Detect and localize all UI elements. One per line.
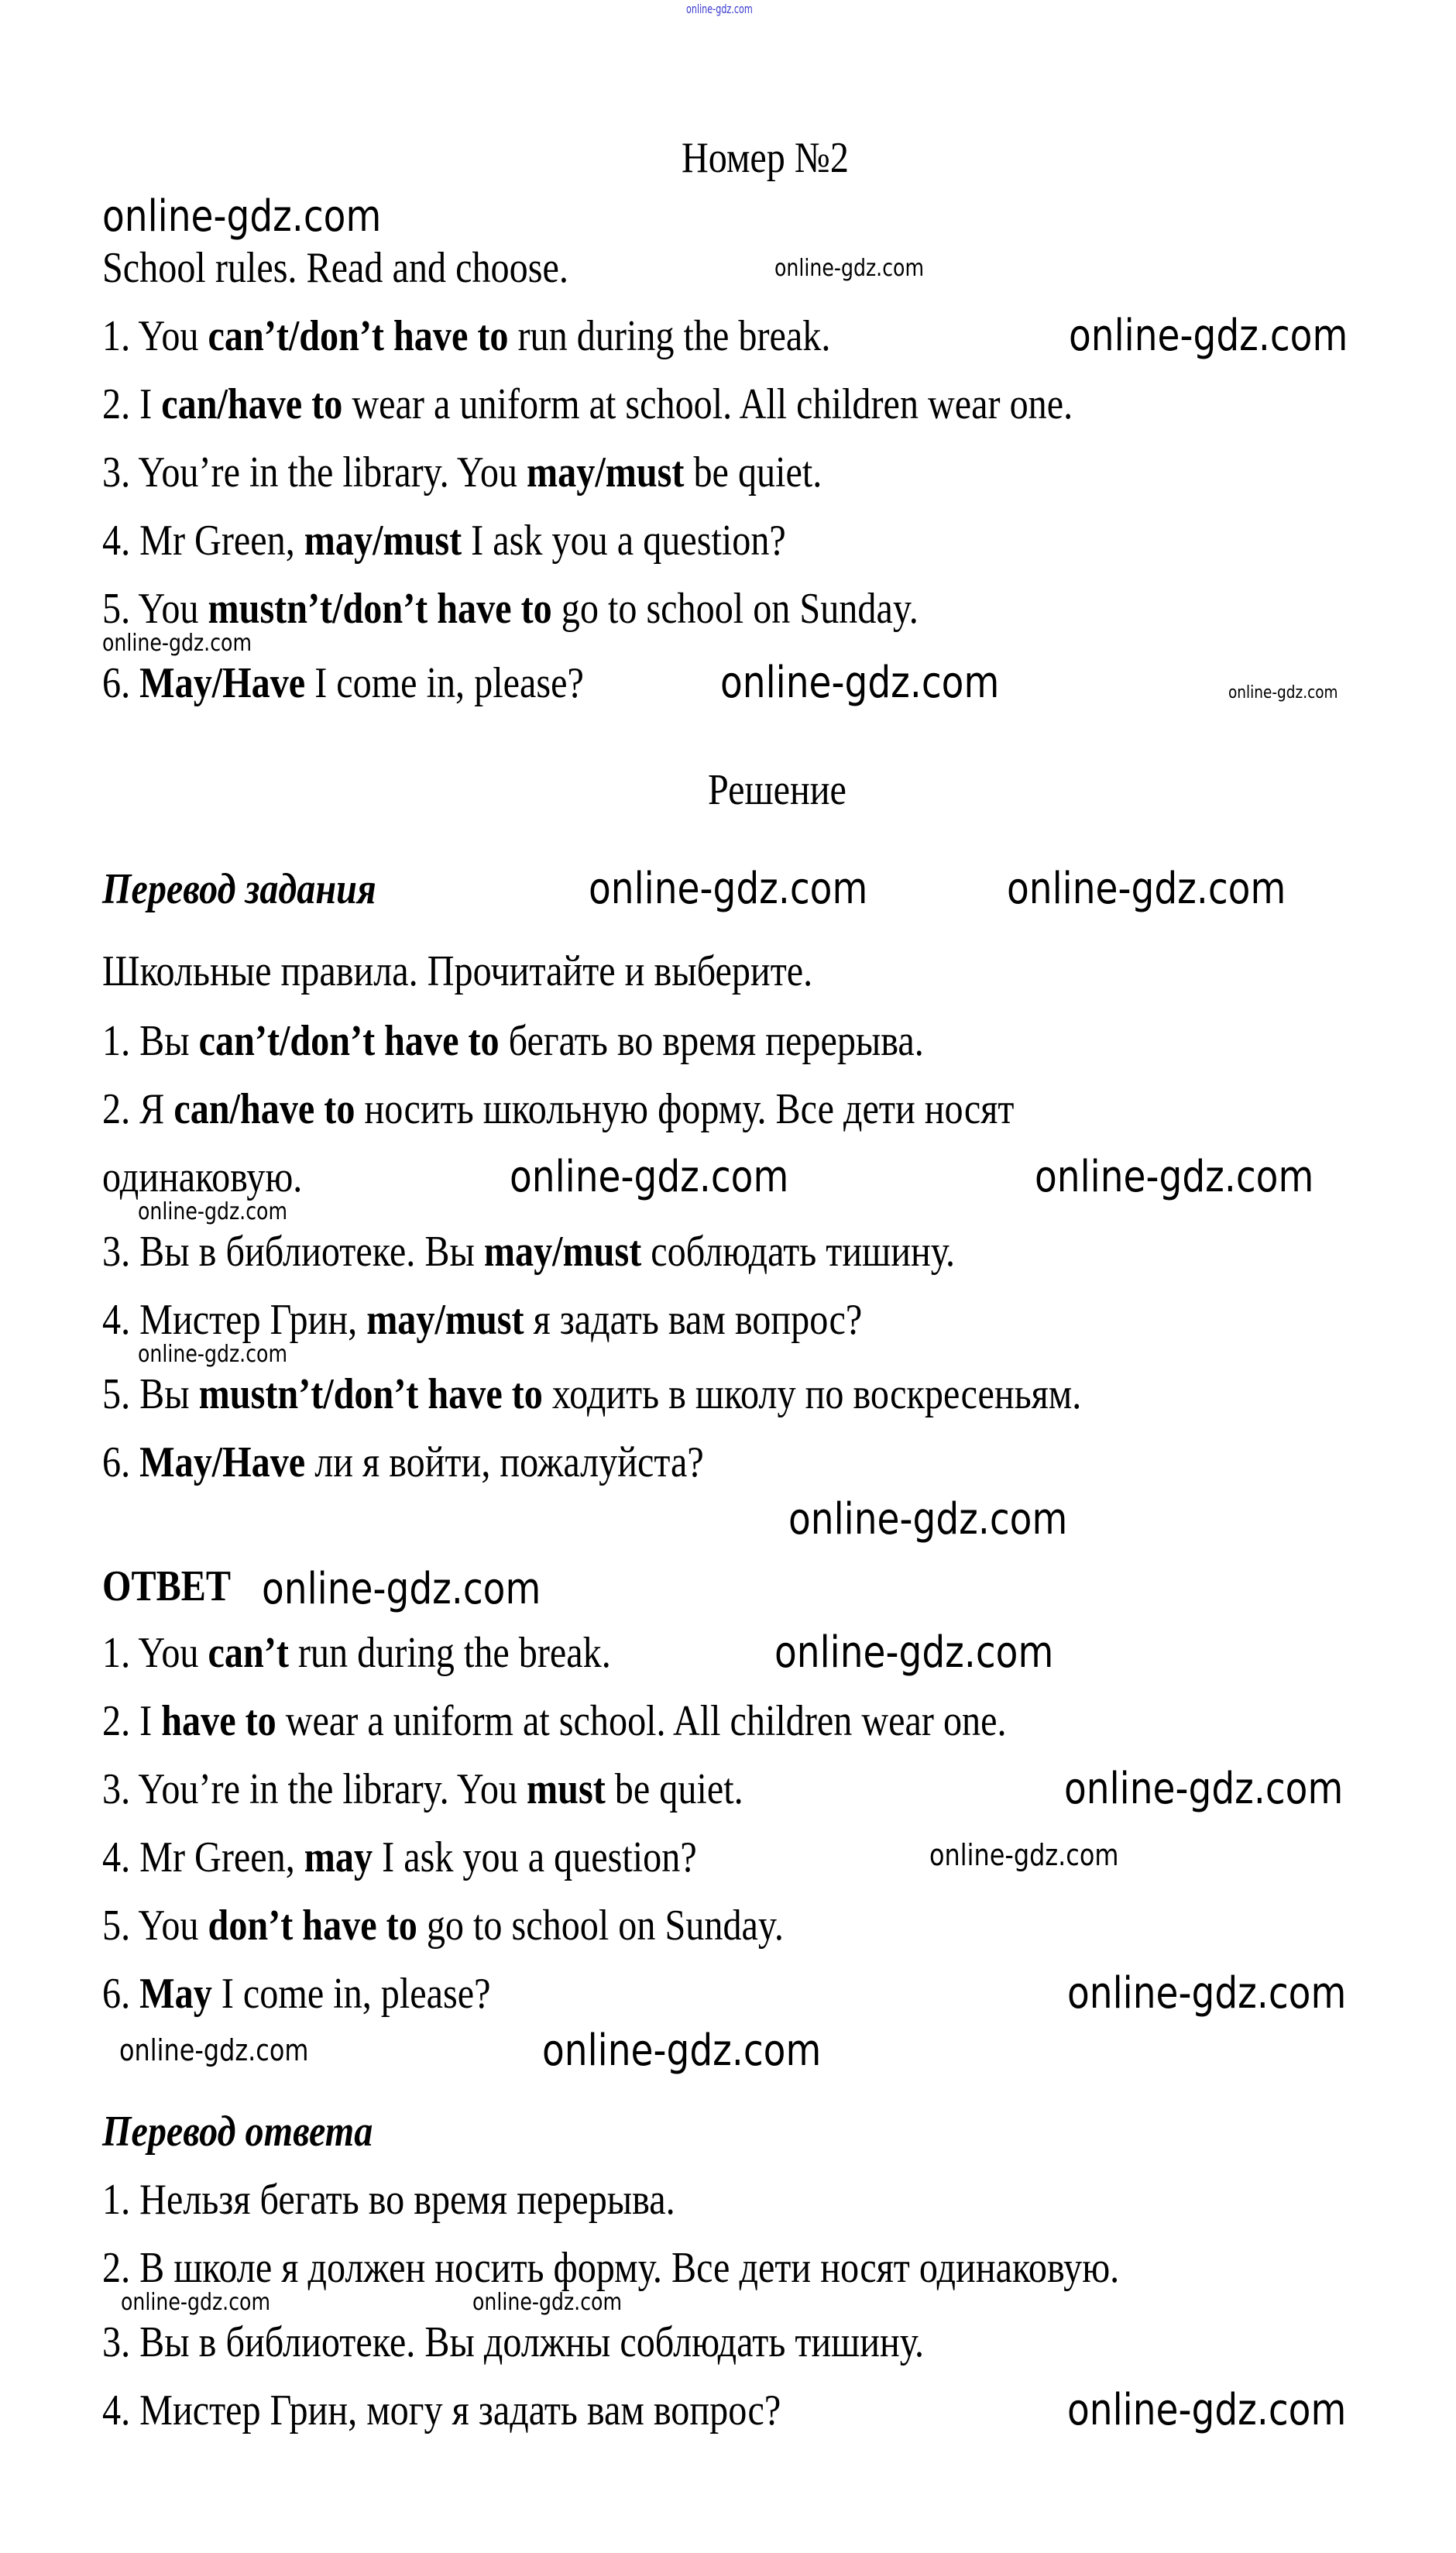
item-text: бегать во время перерыва. — [499, 1017, 924, 1065]
item-text: Вы — [139, 1370, 199, 1418]
watermark: online-gdz.com — [138, 1198, 288, 1225]
item-number: 1. — [102, 2176, 131, 2224]
item-text: I ask you a question? — [373, 1833, 697, 1881]
watermark: online-gdz.com — [542, 2026, 822, 2076]
solution-title: Решение — [708, 766, 846, 814]
item-choice: can/have to — [161, 380, 343, 428]
item-text: Мистер Грин, могу я задать вам вопрос? — [139, 2386, 781, 2434]
answer-item — [102, 1699, 1007, 1743]
answer-heading — [102, 1562, 231, 1610]
watermark: online-gdz.com — [1069, 311, 1348, 361]
item-number: 1. — [102, 312, 131, 360]
item-text: Я — [139, 1085, 174, 1133]
watermark: online-gdz.com — [774, 255, 925, 282]
translation-item — [102, 1019, 924, 1063]
item-number: 3. — [102, 448, 131, 497]
section-heading: Перевод ответа — [102, 2108, 373, 2156]
item-number: 6. — [102, 659, 131, 707]
item-text: run during the break. — [508, 312, 831, 360]
item-number: 4. — [102, 2386, 131, 2434]
watermark: online-gdz.com — [589, 864, 868, 914]
item-number: 4. — [102, 1296, 131, 1344]
watermark: online-gdz.com — [720, 658, 1000, 708]
watermark: online-gdz.com — [1228, 683, 1338, 703]
translation-item — [102, 1085, 1015, 1133]
answer-item — [102, 1631, 611, 1675]
item-text: You’re in the library. You — [138, 448, 527, 497]
translation-intro: Школьные правила. Прочитайте и выберите. — [102, 947, 813, 995]
task-item — [102, 661, 584, 705]
item-text: I — [139, 1697, 162, 1745]
item-text: Вы в библиотеке. Вы должны соблюдать тишину. — [139, 2318, 925, 2366]
task-item — [102, 380, 1073, 428]
task-item — [102, 314, 830, 358]
answer-heading-text: ОТВЕТ — [102, 1562, 231, 1610]
item-text: You — [138, 1629, 208, 1677]
watermark: online-gdz.com — [686, 2, 753, 16]
item-choice: May/Have — [139, 1438, 306, 1486]
item-choice: can/have to — [173, 1085, 355, 1133]
translation-item — [102, 1298, 862, 1342]
item-choice: may/must — [304, 517, 462, 565]
item-text: be quiet. — [605, 1765, 743, 1813]
watermark: online-gdz.com — [262, 1564, 541, 1614]
item-choice: may/must — [483, 1228, 642, 1276]
item-answer: can’t — [208, 1629, 289, 1677]
item-text: be quiet. — [684, 448, 822, 497]
item-choice: May/Have — [139, 659, 306, 707]
item-answer: have to — [161, 1697, 276, 1745]
item-text: wear a uniform at school. All children wear one. — [342, 380, 1073, 428]
item-text: Мистер Грин, — [139, 1296, 367, 1344]
watermark: online-gdz.com — [1067, 2385, 1347, 2435]
item-number: 2. — [102, 1085, 131, 1133]
item-choice: may/must — [366, 1296, 524, 1344]
item-text: I come in, please? — [305, 659, 584, 707]
section-heading: Перевод задания — [102, 865, 376, 913]
answer-translation-item — [102, 2176, 675, 2224]
item-text: Нельзя бегать во время перерыва. — [139, 2176, 675, 2224]
item-text: В школе я должен носить форму. Все дети носят одинаковую. — [139, 2244, 1120, 2292]
item-text: Mr Green, — [139, 517, 304, 565]
watermark: online-gdz.com — [1035, 1152, 1314, 1202]
item-text: Вы в библиотеке. Вы — [139, 1228, 484, 1276]
translation-item — [102, 1438, 704, 1486]
item-number: 5. — [102, 1370, 131, 1418]
item-text: Вы — [139, 1017, 199, 1065]
item-text: You — [138, 1902, 208, 1950]
item-text: Mr Green, — [139, 1833, 304, 1881]
translation-item-continuation: одинаковую. — [102, 1153, 303, 1201]
item-text: I ask you a question? — [462, 517, 786, 565]
item-number: 1. — [102, 1017, 131, 1065]
translation-item — [102, 1228, 956, 1276]
item-answer: may — [304, 1833, 373, 1881]
task-item — [102, 448, 822, 497]
translation-item — [102, 1370, 1082, 1418]
page-title: Номер №2 — [682, 134, 849, 182]
watermark: online-gdz.com — [1064, 1764, 1344, 1814]
item-number: 2. — [102, 380, 131, 428]
answer-translation-item — [102, 2386, 781, 2434]
item-number: 3. — [102, 1228, 131, 1276]
watermark: online-gdz.com — [1007, 864, 1286, 914]
item-text: я задать вам вопрос? — [524, 1296, 863, 1344]
item-choice: mustn’t/don’t have to — [198, 1370, 543, 1418]
item-number: 6. — [102, 1438, 131, 1486]
task-intro: School rules. Read and choose. — [102, 244, 568, 292]
watermark: online-gdz.com — [929, 1838, 1119, 1872]
item-number: 4. — [102, 517, 131, 565]
item-text: You — [138, 585, 208, 633]
item-choice: mustn’t/don’t have to — [208, 585, 552, 633]
item-number: 4. — [102, 1833, 131, 1881]
item-number: 5. — [102, 1902, 131, 1950]
answer-item — [102, 1970, 491, 2018]
item-answer: May — [139, 1970, 212, 2018]
watermark: online-gdz.com — [102, 191, 382, 242]
item-choice: can’t/don’t have to — [198, 1017, 500, 1065]
item-text: run during the break. — [288, 1629, 611, 1677]
item-number: 6. — [102, 1970, 131, 2018]
item-text: go to school on Sunday. — [551, 585, 919, 633]
item-answer: must — [527, 1765, 606, 1813]
watermark: online-gdz.com — [510, 1152, 789, 1202]
item-text: ли я войти, пожалуйста? — [305, 1438, 704, 1486]
watermark: online-gdz.com — [788, 1494, 1068, 1545]
watermark: online-gdz.com — [472, 2289, 623, 2316]
watermark: online-gdz.com — [774, 1627, 1054, 1678]
item-number: 2. — [102, 1697, 131, 1745]
item-number: 1. — [102, 1629, 131, 1677]
task-item — [102, 517, 786, 565]
item-text: You — [138, 312, 208, 360]
watermark: online-gdz.com — [138, 1341, 288, 1368]
answer-item — [102, 1833, 697, 1881]
item-answer: don’t have to — [208, 1902, 417, 1950]
item-text: ходить в школу по воскресеньям. — [542, 1370, 1082, 1418]
answer-translation-item — [102, 2318, 925, 2366]
item-text: I come in, please? — [211, 1970, 491, 2018]
task-item — [102, 587, 919, 631]
item-text: You’re in the library. You — [138, 1765, 527, 1813]
answer-item — [102, 1765, 743, 1813]
item-text: wear a uniform at school. All children wear one. — [276, 1697, 1007, 1745]
answer-translation-item — [102, 2246, 1119, 2290]
watermark: online-gdz.com — [119, 2033, 309, 2067]
item-number: 3. — [102, 1765, 131, 1813]
item-text: I — [139, 380, 162, 428]
item-text: носить школьную форму. Все дети носят — [355, 1085, 1015, 1133]
watermark: online-gdz.com — [1067, 1968, 1347, 2019]
answer-item — [102, 1902, 784, 1950]
item-choice: may/must — [527, 448, 685, 497]
item-text: go to school on Sunday. — [417, 1902, 784, 1950]
item-number: 5. — [102, 585, 131, 633]
watermark: online-gdz.com — [121, 2289, 271, 2316]
item-number: 3. — [102, 2318, 131, 2366]
item-number: 2. — [102, 2244, 131, 2292]
watermark: online-gdz.com — [102, 630, 252, 657]
item-choice: can’t/don’t have to — [208, 312, 509, 360]
item-text: соблюдать тишину. — [641, 1228, 956, 1276]
